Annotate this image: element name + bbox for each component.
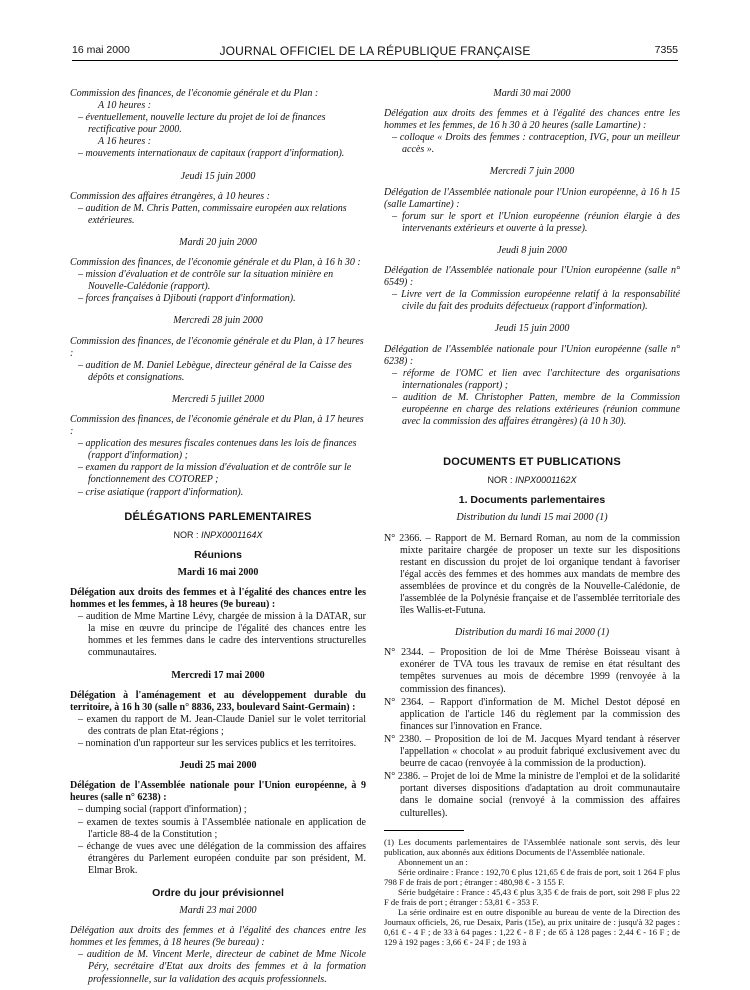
date-heading: Mercredi 28 juin 2000 (173, 315, 263, 327)
document-entry: N° 2386. – Projet de loi de Mme la ministre de l'emploi et de la solidarité portant diverses dispositions d'adaptation au droit communautaire dans le domaine social (renvoyé à la commission des affaires culturelles). (384, 771, 680, 819)
delegation-heading: Délégation de l'Assemblée nationale pour l'Union européenne, à 9 heures (salle n° 6238) : (70, 780, 366, 804)
date-heading: Jeudi 15 juin 2000 (180, 170, 256, 182)
nor-reference (70, 529, 366, 541)
footnote: (1) Les documents parlementaires de l'Assemblée nationale sont servis, dès leur publication, aux abonnés aux éditions Documents de l'Assemblée nationale. (384, 836, 680, 857)
agenda-item: – audition de Mme Martine Lévy, chargée de mission à la DATAR, sur la mise en œuvre du principe de l'égalité des chances entre les hommes et les femmes dans le cadre des interventions structurelles communautaires. (78, 611, 366, 659)
date-heading: Distribution du lundi 15 mai 2000 (1) (456, 512, 608, 524)
footnote: La série ordinaire est en outre disponible au bureau de vente de la Direction des Journaux officiels, 26, rue Desaix, Paris (15e), au prix unitaire de : jusqu'à 32 pages : 0,61 € - 4 F ; de 33 à 64 pages : 1,22 € - 8 F ; de 65 à 128 pages : 2,44 € - 16 F ; de 129 à 192 pages : 3,66 € - 24 F ; de 193 à (384, 906, 680, 947)
agenda-item: – colloque « Droits des femmes : contraception, IVG, pour un meilleur accès ». (392, 132, 680, 156)
agenda-item: – application des mesures fiscales contenues dans les lois de finances (rapport d'information) ; (78, 438, 357, 462)
agenda-item: – examen du rapport de la mission d'évaluation et de contrôle sur le fonctionnement des COTOREP ; (78, 462, 352, 486)
agenda-item: – mission d'évaluation et de contrôle sur la situation minière en Nouvelle-Calédonie (rapport). (78, 269, 334, 293)
time-label: A 16 heures : (98, 136, 152, 148)
date-heading: Jeudi 25 mai 2000 (179, 760, 257, 772)
section-title: DÉLÉGATIONS PARLEMENTAIRES (124, 510, 312, 523)
footnote: Série ordinaire : France : 192,70 € plus 121,65 € de frais de port, soit 1 264 F plus 798 F de frais de port ; étranger : 480,98 € - 3 155 F. (384, 866, 680, 887)
agenda-item: – audition de M. Christopher Patten, membre de la Commission européenne en charge des relations extérieures (réunion commune avec la commission des affaires étrangères) (à 10 h 30). (392, 391, 680, 428)
agenda-item: – nomination d'un rapporteur sur les services publics et les territoires. (78, 738, 357, 750)
subsection-title: Ordre du jour prévisionnel (152, 886, 284, 899)
nor-code: INPX0001164X (201, 529, 263, 540)
date-heading: Mercredi 17 mai 2000 (171, 669, 265, 681)
delegation-heading: Délégation aux droits des femmes et à l'égalité des chances entre les hommes et les femmes, à 18 heures (9e bureau) : (70, 925, 366, 949)
document-entry: N° 2364. – Rapport d'information de M. Michel Destot déposé en application de l'article 146 du règlement par la commission des finances sur l'innovation en France. (384, 696, 680, 732)
date-heading: Mardi 16 mai 2000 (177, 566, 259, 578)
page-number: 7355 (654, 44, 678, 56)
agenda-item: – audition de M. Vincent Merle, directeur de cabinet de Mme Nicole Péry, secrétaire d'Etat aux droits des femmes et à la formation professionnelle, sur la validation des acquis professionnels. (78, 949, 366, 985)
agenda-item: – audition de M. Daniel Lebègue, directeur général de la Caisse des dépôts et consignations. (78, 359, 352, 383)
agenda-item: – dumping social (rapport d'information) ; (78, 804, 247, 816)
document-entry: N° 2366. – Rapport de M. Bernard Roman, au nom de la commission mixte paritaire chargée de proposer un texte sur les dispositions restant en discussion du projet de loi organique tendant à favoriser l'égal accès des femmes et des hommes aux mandats de membre des assemblées de province et du congrès de la Nouvelle-Calédonie, de l'assemblée de la Polynésie française et de l'assemblée territoriale des îles Wallis-et-Futuna. (384, 532, 680, 617)
nor-reference (384, 474, 680, 486)
commission-heading: Commission des finances, de l'économie générale et du Plan, à 17 heures : (70, 335, 364, 359)
agenda-item: – échange de vues avec une délégation de la commission des affaires étrangères du Parlement européen conduite par son président, M. Elmar Brok. (78, 840, 366, 876)
document-entry: N° 2380. – Proposition de loi de M. Jacques Myard tendant à réserver l'appellation « chocolat » au produit fabriqué exclusivement avec du beurre de cacao (renvoyée à la commission de la production). (384, 733, 680, 770)
footnote-rule (384, 830, 464, 831)
document-entry: N° 2344. – Proposition de loi de Mme Thérèse Boisseau visant à exonérer de TVA tous les travaux de remise en état résultant des tempêtes survenues au mois de décembre 1999 (renvoyée à la commission des finances). (384, 647, 680, 695)
footnote: Abonnement un an : (398, 856, 468, 867)
date-heading: Mardi 30 mai 2000 (493, 88, 571, 99)
commission-heading: Commission des finances, de l'économie générale et du Plan : (70, 88, 319, 99)
agenda-item: – mouvements internationaux de capitaux (rapport d'information). (78, 148, 345, 160)
date-heading: Mercredi 5 juillet 2000 (171, 393, 265, 405)
footnote: Série budgétaire : France : 45,43 € plus 3,35 € de frais de port, soit 298 F plus 22 F de frais de port ; étranger : 53,81 € - 353 F. (384, 886, 680, 907)
time-label: A 10 heures : (98, 100, 152, 112)
date-heading: Distribution du mardi 16 mai 2000 (1) (454, 627, 610, 639)
nor-label: NOR : (487, 475, 513, 486)
date-heading: Jeudi 15 juin 2000 (494, 323, 570, 335)
nor-label: NOR : (173, 529, 199, 540)
agenda-item: – Livre vert de la Commission européenne relatif à la responsabilité civile du fait des produits défectueux (rapport d'information). (392, 289, 680, 313)
date-heading: Mercredi 7 juin 2000 (489, 166, 575, 178)
agenda-item: – forum sur le sport et l'Union européenne (réunion élargie à des intervenants extérieurs et ouverte à la presse). (392, 210, 680, 234)
agenda-item: – éventuellement, nouvelle lecture du projet de loi de finances rectificative pour 2000. (78, 112, 326, 136)
date-heading: Mardi 20 juin 2000 (179, 236, 257, 248)
agenda-item: – examen du rapport de M. Jean-Claude Daniel sur le volet territorial des contrats de plan Etat-régions ; (78, 713, 366, 737)
delegation-heading: Délégation aux droits des femmes et à l'égalité des chances entre les hommes et les femmes, à 18 heures (9e bureau) : (70, 587, 366, 611)
date-heading: Mardi 23 mai 2000 (179, 905, 257, 917)
section-title: DOCUMENTS ET PUBLICATIONS (443, 456, 621, 469)
commission-heading: Commission des finances, de l'économie générale et du Plan, à 17 heures : (70, 413, 364, 438)
header-date: 16 mai 2000 (72, 44, 130, 56)
agenda-item: – forces françaises à Djibouti (rapport d'information). (78, 293, 296, 305)
commission-heading: Commission des affaires étrangères, à 10 heures : (70, 190, 270, 202)
left-column (70, 88, 366, 986)
delegation-heading: Délégation de l'Assemblée nationale pour l'Union européenne (salle n° 6549) : (384, 265, 680, 289)
agenda-item: – audition de M. Chris Patten, commissaire européen aux relations extérieures. (78, 202, 347, 226)
agenda-item: – réforme de l'OMC et lien avec l'architecture des organisations internationales (rapport) ; (392, 367, 680, 391)
agenda-item: – crise asiatique (rapport d'information). (78, 486, 244, 498)
delegation-heading: Délégation à l'aménagement et au développement durable du territoire, à 16 h 30 (salle n° 8836, 233, boulevard Saint-Germain) : (70, 689, 366, 713)
agenda-item: – examen de textes soumis à l'Assemblée nationale en application de l'article 88-4 de la Constitution ; (78, 816, 366, 840)
nor-code: INPX0001162X (515, 475, 577, 486)
page-header (72, 44, 678, 61)
delegation-heading: Délégation de l'Assemblée nationale pour l'Union européenne, à 16 h 15 (salle Lamartine) : (384, 186, 680, 210)
journal-title: JOURNAL OFFICIEL DE LA RÉPUBLIQUE FRANÇAISE (219, 44, 531, 58)
delegation-heading: Délégation aux droits des femmes et à l'égalité des chances entre les hommes et les femmes, de 16 h 30 à 20 heures (salle Lamartine) : (384, 108, 680, 132)
subsection-title: Réunions (194, 548, 242, 561)
delegation-heading: Délégation de l'Assemblée nationale pour l'Union européenne (salle n° 6238) : (384, 343, 680, 367)
right-column (384, 88, 680, 947)
date-heading: Jeudi 8 juin 2000 (497, 244, 567, 256)
subsection-title: 1. Documents parlementaires (458, 494, 606, 507)
commission-heading: Commission des finances, de l'économie générale et du Plan, à 16 h 30 : (70, 257, 361, 269)
